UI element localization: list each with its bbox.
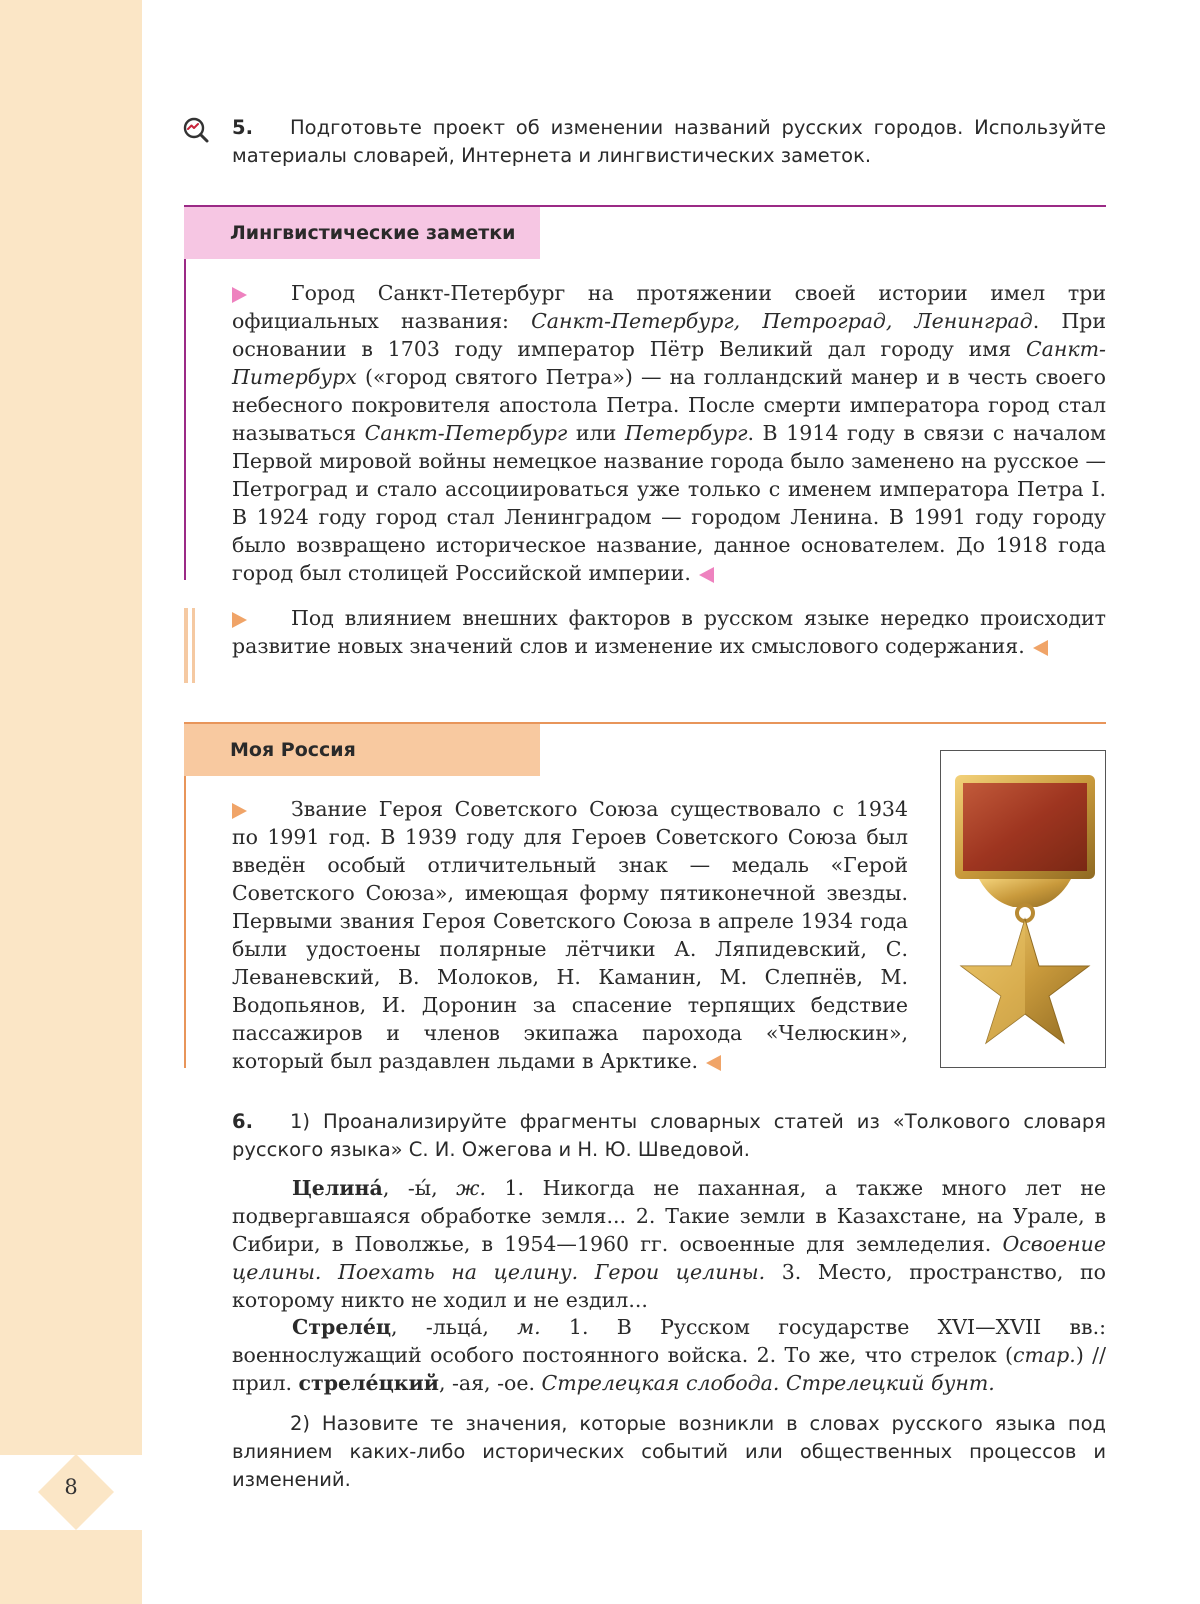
text-run: ) // прил.	[232, 1343, 1106, 1395]
text-run: . При основании в 1703 году император Пётр Великий дал городу имя	[232, 309, 1106, 361]
text-run: стар.	[1013, 1343, 1076, 1367]
text-run: Город Санкт-Петербург на протяжении своей истории имел три официальных названия:	[232, 281, 1106, 333]
text-run: стреле́цкий	[298, 1371, 439, 1395]
text-run: Стрелецкая слобода. Стрелецкий бунт.	[541, 1371, 995, 1395]
note-bar-1	[184, 608, 188, 683]
text-run: («город святого Петра») — на голландский манер и в честь своего небесного покровителя апостола Петра. После смерти императора город стал называться	[232, 365, 1106, 445]
text-run: Санкт-Питербурх	[232, 337, 1106, 389]
text-run: Санкт-Петербург, Петроград, Ленинград	[531, 309, 1033, 333]
my-russia-title: Моя Россия	[184, 724, 540, 776]
task-6-part-1	[232, 1108, 1106, 1164]
text-run: Стреле́ц	[292, 1315, 392, 1339]
my-russia-text: Звание Героя Советского Союза существовало с 1934 по 1991 год. В 1939 году для Героев Советского Союза был введён особый отличительный знак — медаль «Герой Советского Союза», имеющая форму пятиконечной звезды. Первыми звания Героя Советского Союза в апреле 1934 года были удостоены полярные лётчики А. Ляпидевский, С. Леваневский, В. Молоков, Н. Каманин, М. Слепнёв, М. Водопьянов, И. Доронин за спасение терпящих бедствие пассажиров и членов экипажа парохода «Челюскин», который был раздавлен льдами в Арктике.	[232, 797, 908, 1073]
text-run: м.	[517, 1315, 541, 1339]
note-bar-2	[192, 608, 195, 683]
linguistic-notes-paragraph-1	[232, 279, 1106, 587]
task-5-number: 5.	[232, 116, 253, 139]
text-run: , -льца́,	[391, 1315, 518, 1339]
text-run: , -ы́,	[382, 1176, 457, 1200]
my-russia-paragraph	[232, 795, 908, 1075]
dictionary-entry-tselina	[232, 1174, 1106, 1314]
page-number: 8	[64, 1475, 78, 1499]
task-6-part-2: 2) Назовите те значения, которые возникли в словах русского языка под влиянием каких-либо исторических событий или общественных процессов и изменений.	[232, 1412, 1106, 1491]
task-6-number: 6.	[232, 1110, 253, 1133]
start-marker-icon	[232, 287, 247, 303]
text-run: Петербург	[624, 421, 748, 445]
text-run: 1. Никогда не паханная, а также много лет не подвергавшаяся обработке земля... 2. Такие земли в Казахстане, на Урале, в Сибири, в Поволжье, в 1954—1960 гг. освоенные для земледелия.	[232, 1176, 1106, 1256]
task-6-part-1-text: 1) Проанализируйте фрагменты словарных статей из «Толкового словаря русского языка» С. И. Ожегова и Н. Ю. Шведовой.	[232, 1110, 1106, 1161]
end-marker-icon	[699, 567, 714, 583]
text-run: Санкт-Петербург	[364, 421, 568, 445]
start-marker-icon	[232, 612, 247, 628]
end-marker-icon	[1033, 640, 1048, 656]
dictionary-entry-strelets	[232, 1313, 1106, 1397]
linguistic-notes-side-line	[184, 205, 186, 580]
start-marker-icon	[232, 803, 247, 819]
text-run: 1. В Русском государстве XVI—XVII вв.: военнослужащий особого постоянного войска. 2. То же, что стрелок (	[232, 1315, 1106, 1367]
text-run: 3. Место, пространство, по которому никто не ходил и не ездил...	[232, 1260, 1106, 1312]
text-run: , -ая, -ое.	[438, 1371, 542, 1395]
project-magnifier-icon	[182, 116, 210, 144]
hero-medal-image	[941, 751, 1105, 1067]
medal-photo	[940, 750, 1106, 1068]
margin-strip	[0, 0, 142, 1604]
text-run: или	[567, 421, 625, 445]
text-run: Освоение целины. Поехать на целину. Герои целины.	[232, 1232, 1106, 1284]
end-marker-icon	[706, 1055, 721, 1071]
linguistic-notes-paragraph-2	[232, 604, 1106, 660]
text-run: Целина́	[292, 1176, 383, 1200]
linguistic-notes-title: Лингвистические заметки	[184, 207, 540, 259]
task-5	[232, 114, 1106, 170]
text-run: ж.	[456, 1176, 486, 1200]
text-run: . В 1914 году в связи с началом Первой мировой войны немецкое название города было заменено на русское — Петроград и стало ассоциироваться уже только с именем императора Петра I. В 1924 году город стал Ленинградом — городом Ленина. В 1991 году городу было возвращено историческое название, данное основателем. До 1918 года город был столицей Российской империи.	[232, 421, 1106, 585]
linguistic-notes-paragraph-2-text: Под влиянием внешних факторов в русском языке нередко происходит развитие новых значений слов и изменение их смыслового содержания.	[232, 606, 1106, 658]
task-5-text: Подготовьте проект об изменении названий русских городов. Используйте материалы словарей, Интернета и лингвистических заметок.	[232, 116, 1106, 167]
